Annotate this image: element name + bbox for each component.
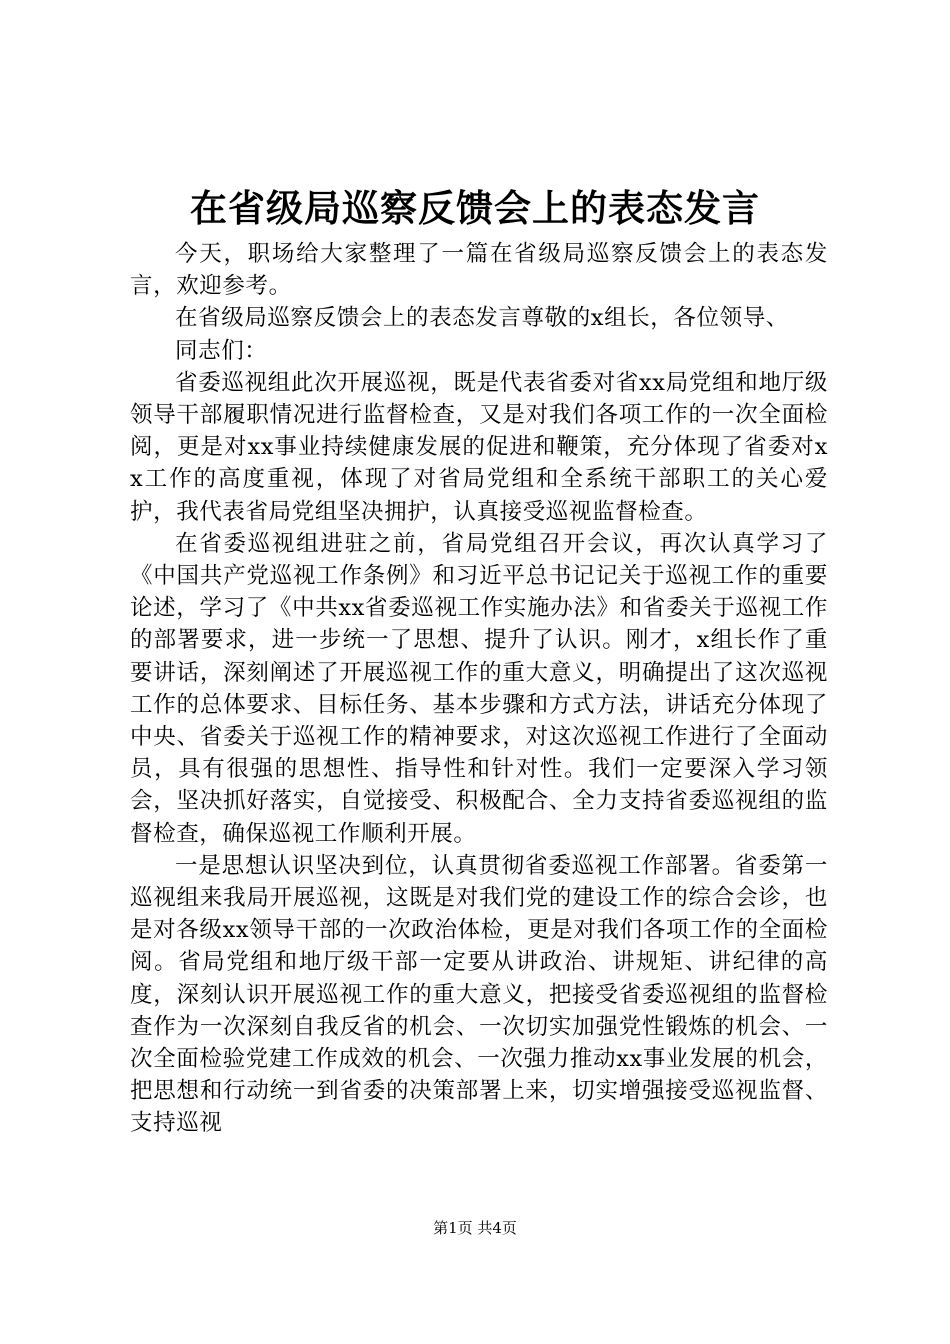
paragraph-intro: 今天，职场给大家整理了一篇在省级局巡察反馈会上的表态发言，欢迎参考。 [130, 241, 828, 300]
document-body [130, 238, 828, 1140]
paragraph-salutation-cont: 同志们： [175, 337, 268, 364]
document-title: 在省级局巡察反馈会上的表态发言 [190, 186, 760, 230]
paragraph-body-3: 一是思想认识坚决到位，认真贯彻省委巡视工作部署。省委第一巡视组来我局开展巡视，这既是对我们党的建设工作的综合会诊，也是对各级xx领导干部的一次政治体检，更是对我们各项工作的全面检阅。省局党组和地厅级干部一定要从讲政治、讲规矩、讲纪律的高度，深刻认识开展巡视工作的重大意义，把接受省委巡视组的监督检查作为一次深刻自我反省的机会、一次切实加强党性锻炼的机会、一次全面检验党建工作成效的机会、一次强力推动xx事业发展的机会，把思想和行动统一到省委的决策部署上来，切实增强接受巡视监督、支持巡视 [130, 852, 828, 1137]
paragraph-body-1: 省委巡视组此次开展巡视，既是代表省委对省xx局党组和地厅级领导干部履职情况进行监督检查，又是对我们各项工作的一次全面检阅，更是对xx事业持续健康发展的促进和鞭策，充分体现了省委对xx工作的高度重视，体现了对省局党组和全系统干部职工的关心爱护，我代表省局党组坚决拥护，认真接受巡视监督检查。 [130, 369, 828, 525]
paragraph-body-2: 在省委巡视组进驻之前，省局党组召开会议，再次认真学习了《中国共产党巡视工作条例》和习近平总书记记关于巡视工作的重要论述，学习了《中共xx省委巡视工作实施办法》和省委关于巡视工作的部署要求，进一步统一了思想、提升了认识。刚才，x组长作了重要讲话，深刻阐述了开展巡视工作的重大意义，明确提出了这次巡视工作的总体要求、目标任务、基本步骤和方式方法，讲话充分体现了中央、省委关于巡视工作的精神要求，对这次巡视工作进行了全面动员，具有很强的思想性、指导性和针对性。我们一定要深入学习领会，坚决抓好落实，自觉接受、积极配合、全力支持省委巡视组的监督检查，确保巡视工作顺利开展。 [130, 530, 828, 847]
paragraph-salutation: 在省级局巡察反馈会上的表态发言尊敬的x组长，各位领导、 [175, 305, 789, 332]
page-number-footer: 第1页 共4页 [433, 1219, 517, 1237]
